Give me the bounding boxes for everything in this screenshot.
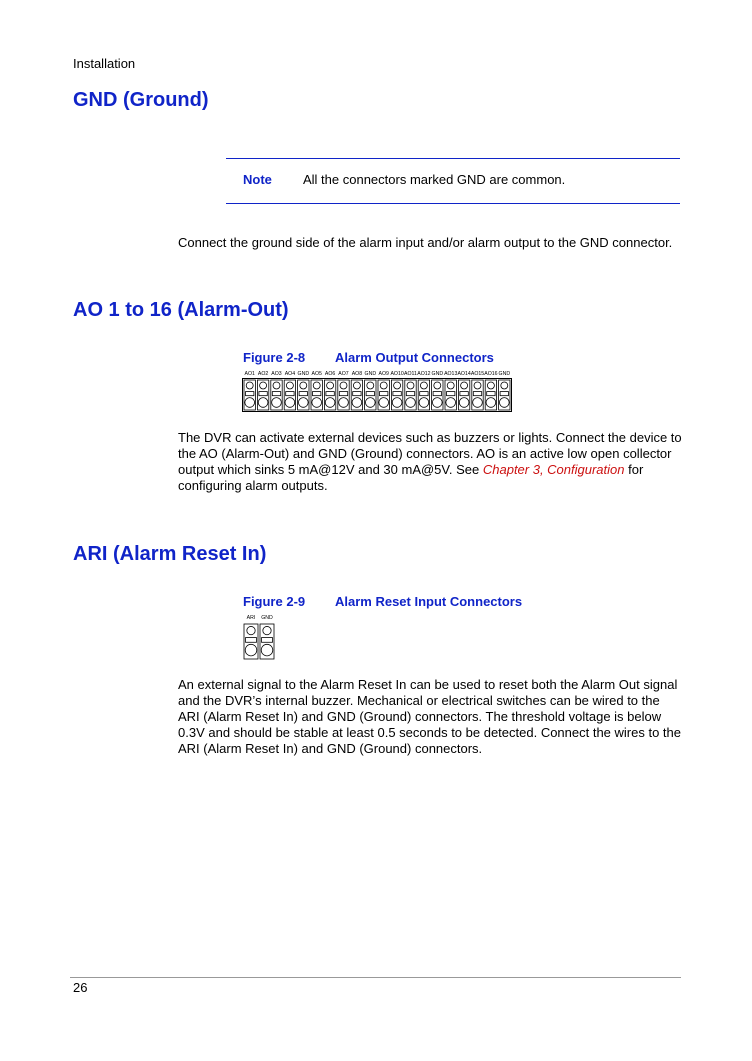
screw-hole <box>353 382 360 389</box>
wire-opening <box>261 644 273 656</box>
wire-opening <box>432 398 442 408</box>
wire-opening <box>499 398 509 408</box>
connector-label: GND <box>431 371 444 377</box>
screw-hole <box>327 382 334 389</box>
wire-opening <box>365 398 375 408</box>
connector-label: ARI <box>246 615 256 621</box>
screw-hole <box>313 382 320 389</box>
connector-label: GND <box>297 371 310 377</box>
screw-hole <box>300 382 307 389</box>
page-number: 26 <box>73 980 88 995</box>
alarm-reset-connector-diagram <box>242 612 276 662</box>
screw-hole <box>260 382 267 389</box>
running-head: Installation <box>73 56 136 71</box>
section-heading-ao: AO 1 to 16 (Alarm-Out) <box>73 299 289 321</box>
wire-slot <box>339 392 347 396</box>
wire-slot <box>487 392 495 396</box>
connector-label: AO15 <box>470 371 485 377</box>
screw-hole <box>407 382 414 389</box>
section-heading-ari: ARI (Alarm Reset In) <box>73 543 267 565</box>
connector-label: AO7 <box>338 371 349 377</box>
note-bottom-rule <box>226 203 680 204</box>
gnd-body-text: Connect the ground side of the alarm input and/or alarm output to the GND connector. <box>178 235 673 250</box>
note-top-rule <box>226 158 680 159</box>
screw-hole <box>461 382 468 389</box>
wire-opening <box>285 398 295 408</box>
wire-slot <box>380 392 388 396</box>
wire-opening <box>473 398 483 408</box>
wire-opening <box>245 398 255 408</box>
wire-slot <box>420 392 428 396</box>
ari-body-text: An external signal to the Alarm Reset In can be used to reset both the Alarm Out signal and the DVR’s internal buzzer. Mechanical or electrical switches can be wired to the ARI (Alarm Reset In) and GND (Ground) connectors. The threshold voltage is below 0.3V and should be stable at least 0.5 seconds to be detected. Connect the wires to the ARI (Alarm Reset In) and GND (Ground) connectors. <box>178 677 682 756</box>
connector-label: AO2 <box>257 371 269 377</box>
connector-label: GND <box>364 371 377 377</box>
ao-body-text <box>178 430 682 494</box>
wire-slot <box>433 392 441 396</box>
wire-slot <box>393 392 401 396</box>
connector-label: AO11 <box>404 371 417 377</box>
screw-hole <box>420 382 427 389</box>
connector-label: AO16 <box>484 371 498 377</box>
wire-slot <box>246 638 257 643</box>
wire-slot <box>246 392 254 396</box>
screw-hole <box>247 626 255 634</box>
screw-hole <box>447 382 454 389</box>
wire-opening <box>245 644 257 656</box>
wire-slot <box>326 392 334 396</box>
connector-label: AO13 <box>444 371 458 377</box>
wire-opening <box>325 398 335 408</box>
wire-slot <box>272 392 280 396</box>
wire-slot <box>313 392 321 396</box>
wire-opening <box>379 398 389 408</box>
wire-opening <box>312 398 322 408</box>
connector-label: GND <box>261 615 273 621</box>
wire-slot <box>286 392 294 396</box>
screw-hole <box>474 382 481 389</box>
screw-hole <box>273 382 280 389</box>
wire-slot <box>353 392 361 396</box>
screw-hole <box>434 382 441 389</box>
connector-label: AO12 <box>417 371 431 377</box>
wire-slot <box>406 392 414 396</box>
figure-number-2-8: Figure 2-8 <box>243 350 306 365</box>
connector-label: AO5 <box>311 371 322 377</box>
screw-hole <box>340 382 347 389</box>
screw-hole <box>246 382 253 389</box>
figure-title-2-8: Alarm Output Connectors <box>335 350 494 365</box>
wire-opening <box>486 398 496 408</box>
note-text: All the connectors marked GND are common. <box>303 172 566 187</box>
ao-body-part2: for configuring alarm outputs. <box>178 462 644 493</box>
wire-opening <box>446 398 456 408</box>
connector-label: AO1 <box>244 371 255 377</box>
wire-opening <box>258 398 268 408</box>
wire-slot <box>262 638 273 643</box>
wire-slot <box>366 392 374 396</box>
wire-opening <box>339 398 349 408</box>
wire-opening <box>272 398 282 408</box>
figure-number-2-9: Figure 2-9 <box>243 594 306 609</box>
wire-slot <box>460 392 468 396</box>
screw-hole <box>367 382 374 389</box>
wire-opening <box>298 398 308 408</box>
footer-rule <box>70 977 681 978</box>
figure-title-2-9: Alarm Reset Input Connectors <box>335 594 523 609</box>
connector-label: AO10 <box>390 371 404 377</box>
wire-opening <box>392 398 402 408</box>
connector-label: AO6 <box>324 371 336 377</box>
chapter-3-link[interactable]: Chapter 3, Configuration <box>482 462 625 477</box>
terminal-block-outline <box>243 379 512 412</box>
screw-hole <box>501 382 508 389</box>
connector-label: AO8 <box>351 371 363 377</box>
wire-slot <box>473 392 481 396</box>
screw-hole <box>487 382 494 389</box>
screw-hole <box>263 626 271 634</box>
connector-label: AO14 <box>457 371 471 377</box>
note-label: Note <box>243 172 272 187</box>
section-heading-gnd: GND (Ground) <box>73 89 209 111</box>
screw-hole <box>394 382 401 389</box>
wire-slot <box>299 392 307 396</box>
wire-opening <box>406 398 416 408</box>
connector-label: GND <box>498 371 511 377</box>
connector-label: AO3 <box>271 371 282 377</box>
wire-slot <box>500 392 508 396</box>
wire-opening <box>419 398 429 408</box>
connector-label: AO9 <box>378 371 389 377</box>
wire-slot <box>447 392 455 396</box>
connector-label: AO4 <box>284 371 296 377</box>
ao-body-part1: The DVR can activate external devices such as buzzers or lights. Connect the device to the AO (Alarm-Out) and GND (Ground) connectors. AO is an active low open collector output which sinks 5 mA@12V and 30 mA@5V. See <box>178 430 682 477</box>
alarm-output-connector-diagram <box>242 369 514 413</box>
screw-hole <box>380 382 387 389</box>
wire-opening <box>459 398 469 408</box>
wire-opening <box>352 398 362 408</box>
screw-hole <box>286 382 293 389</box>
wire-slot <box>259 392 267 396</box>
